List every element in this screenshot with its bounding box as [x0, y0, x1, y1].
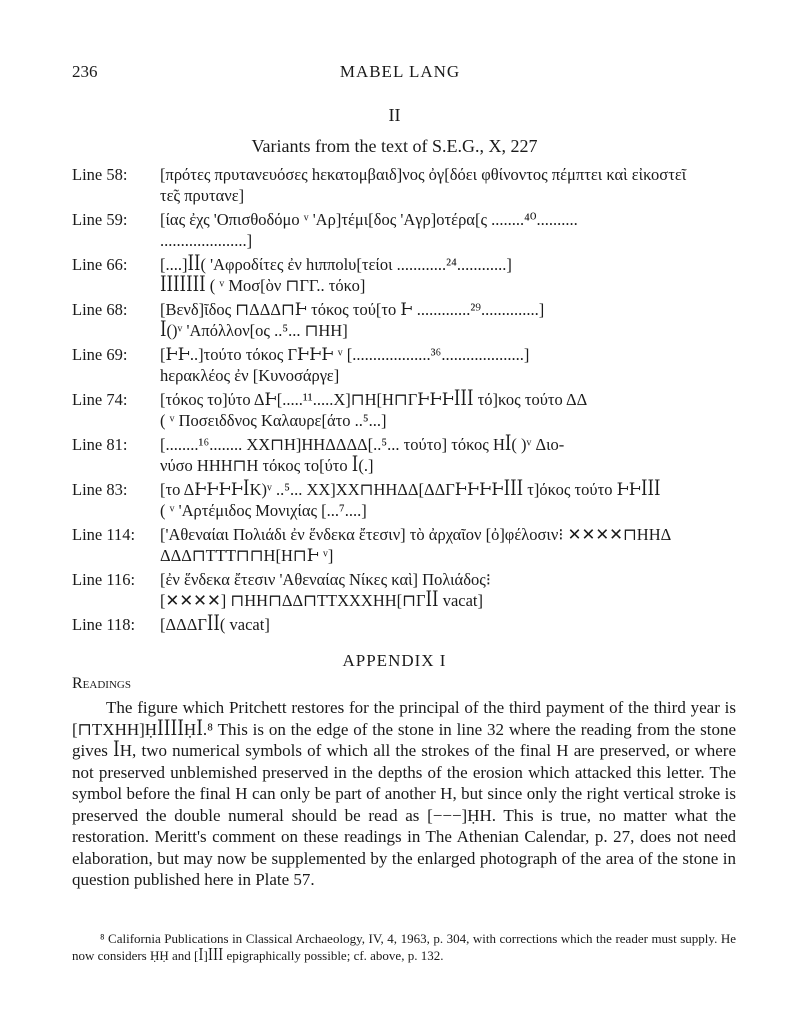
line-text: [........¹⁶........ XX⊓H]HHΔΔΔΔ[..⁵... τούτο] τόκος Hꟾ( )ᵛ Διο- νύσο HHH⊓H τόκος το[ύτο ꟾ(.]: [160, 435, 565, 475]
line-label: Line 69:: [72, 345, 128, 364]
footnote: ⁸ California Publications in Classical Archaeology, IV, 4, 1963, p. 304, with corrections which the reader must supply. He now considers ḤḤ and [ꟾ]ꟾꟾꟾ epigraphically possible; cf. above, p. 132.: [72, 931, 736, 963]
line-label: Line 116:: [72, 570, 136, 589]
line-text: [τόκος το]ύτο ΔͰ[.....¹¹.....X]⊓H[H⊓ΓͰͰͰꟾꟾꟾ τό]κος τούτο ΔΔ ( ᵛ Ποσειδδνος Kαλαυρε[άτο ..⁵...]: [160, 390, 588, 430]
appendix-heading: APPENDIX I: [342, 651, 447, 670]
section-title: Variants from the text of S.E.G., X, 227: [251, 136, 538, 156]
variants-list: [72, 164, 740, 638]
line-label: Line 66:: [72, 255, 128, 274]
line-label: Line 59:: [72, 210, 128, 229]
line-text: [πρότες πρυτανευόσες hεκατομβαιδ]νος ὀγ[δόει φθίνοντος πέμπτει καὶ εἰκοστεῖ τε̃ς πρυτανε]: [160, 165, 687, 205]
variant-line-81: [72, 434, 740, 476]
line-text: [....]ꟾꟾ( 'Aφροδίτες ἐν hιπποlυ[τείοι ............²⁴............] ꟾꟾꟾꟾꟾꟾꟾ ( ᵛ Mοσ[ὸν ⊓ΓΓ.. τόκο]: [160, 255, 512, 295]
variant-line-116: [72, 569, 740, 611]
variant-line-68: [72, 299, 740, 341]
line-text: [Bενδ]ῖδος ⊓ΔΔΔ⊓Ͱ τόκος τού[το Ͱ .............²⁹..............] ꟾ()ᵛ 'Aπόλλον[ος ..⁵... ⊓HH]: [160, 300, 545, 340]
variant-line-118: [72, 614, 740, 635]
variant-line-83: [72, 479, 740, 521]
line-text: [ΔΔΔΓꟾꟾ( vacat]: [160, 615, 270, 634]
readings-subheading: Readings: [72, 675, 131, 692]
page-number: 236: [72, 62, 98, 81]
body-paragraph: The figure which Pritchett restores for the principal of the third payment of the third year is [⊓TXHH]ḤꟾꟾꟾꟾḤꟾ.⁸ This is on the edge of the stone in line 32 where the reading from the stone gives ꟾH, two numerical symbols of which all the strokes of the final H are preserved, or where not preserved unblemished preserved in the depths of the erosion which attacked this letter. The symbol before the final H can only be part of another H, but since only the right vertical stroke is preserved the double numeral should be read as [−−−]ḤH. This is true, no matter what the restoration. Meritt's comment on these readings in The Athenian Calendar, p. 27, does not need elaboration, but may now be supplemented by the enlarged photograph of the area of the stone in question published here in Plate 57.: [72, 698, 736, 889]
variant-line-59: [72, 209, 740, 251]
variant-line-66: [72, 254, 740, 296]
line-label: Line 68:: [72, 300, 128, 319]
line-text: [ͰͰ..]τούτο τόκος ΓͰͰͰ ᵛ [...................³⁶....................] hερακλέος ἐν [Kυνοσάργε]: [160, 345, 530, 385]
variant-line-58: [72, 164, 740, 206]
line-label: Line 83:: [72, 480, 128, 499]
author-heading: MABEL LANG: [339, 62, 461, 81]
line-label: Line 114:: [72, 525, 136, 544]
line-label: Line 74:: [72, 390, 128, 409]
running-head: [72, 62, 728, 86]
variant-line-114: [72, 524, 740, 566]
section-numeral: II: [388, 105, 401, 125]
line-label: Line 118:: [72, 615, 136, 634]
variant-line-69: [72, 344, 740, 386]
line-text: [ίας ἐχς 'Oπισθοδόμο ᵛ 'Aρ]τέμι[δος 'Aγρ]οτέρα[ς ........⁴⁰.......... .....................]: [160, 210, 578, 250]
line-text: [το ΔͰͰͰͰꟾK)ᵛ ..⁵... XX]XX⊓HHΔΔ[ΔΔΓͰͰͰͰꟾꟾꟾ τ]όκος τούτο ͰͰꟾꟾꟾ ( ᵛ 'Aρτέμιδος Mονιχίας [...⁷....]: [160, 480, 661, 520]
line-text: ['Aθεναίαι Πολιάδι ἐν ἕνδεκα ἔτεσιν] τὸ ἀρχαῖον [ὀ]φέλοσιν⁝ ✕✕✕✕⊓HHΔ ΔΔΔ⊓TTT⊓⊓H[H⊓Ͱ ᵛ]: [160, 525, 672, 565]
line-label: Line 81:: [72, 435, 128, 454]
line-label: Line 58:: [72, 165, 128, 184]
line-text: [ἐν ἕνδεκα ἔτεσιν 'Aθεναίας Nίκες καὶ] Πολιάδος⁝ [✕✕✕✕] ⊓HH⊓ΔΔ⊓TTXXXHH[⊓Γꟾꟾ vacat]: [160, 570, 491, 610]
variant-line-74: [72, 389, 740, 431]
